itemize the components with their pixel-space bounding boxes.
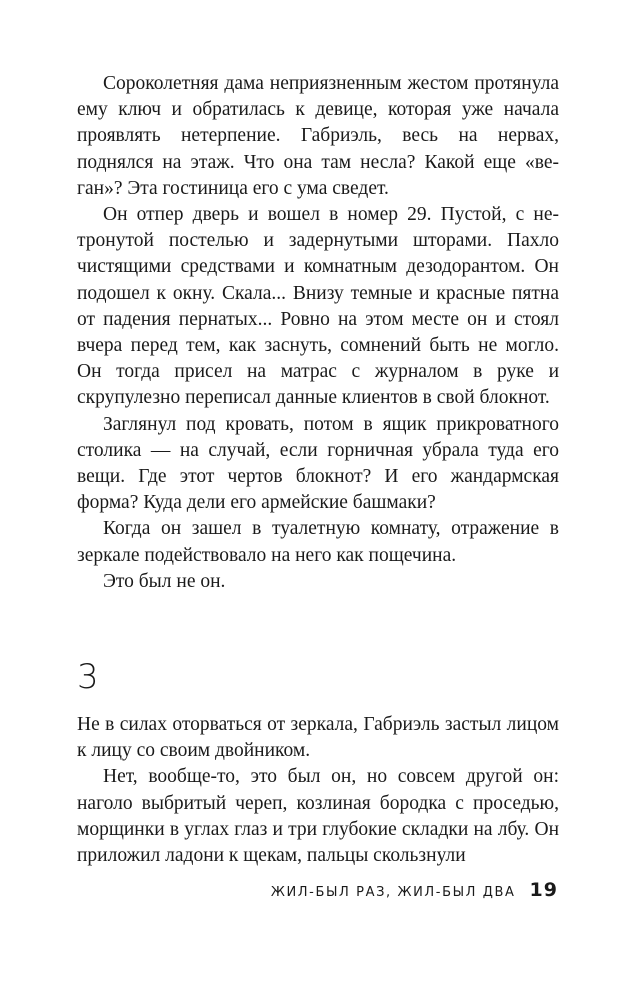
paragraph: Он отпер дверь и вошел в номер 29. Пустой, с нетронутой постелью и задернутыми шторами. Пахло чистящими средствами и комнатным дезодорантом. Он подошел к окну. Скала... Внизу темные и красные пятна от падения пернатых... Ровно на этом месте он и стоял вчера перед тем, как заснуть, сомнений быть не могло. Он тогда присел на матрас с журналом в руке и скрупулезно переписал данные клиентов в свой блокнот.: [77, 204, 559, 409]
running-title: ЖИЛ-БЫЛ РАЗ, ЖИЛ-БЫЛ ДВА: [270, 885, 516, 900]
text-block-bottom: [77, 712, 559, 869]
paragraph: Когда он зашел в туалетную комнату, отражение в зеркале подействовало на него как пощечина.: [77, 518, 559, 566]
paragraph: Нет, вообще-то, это был он, но совсем другой он: наголо выбритый череп, козлиная бородка с проседью, морщинки в углах глаз и три глубокие складки на лбу. Он приложил ладони к щекам, пальцы скользнули: [77, 766, 559, 867]
page-footer: [271, 879, 558, 901]
text-block-top: [77, 71, 559, 595]
paragraph: Не в силах оторваться от зеркала, Габриэль застыл лицом к лицу со своим двойником.: [77, 714, 559, 762]
paragraph: Сороколетняя дама неприязненным жестом протянула ему ключ и обратилась к девице, которая уже начала проявлять нетерпение. Габриэль, весь на нервах, поднялся на этаж. Что она там несла? Какой еще «веган»? Эта гостиница его с ума сведет.: [77, 73, 559, 199]
paragraph: Заглянул под кровать, потом в ящик прикроватного столика — на случай, если горничная убрала туда его вещи. Где этот чертов блокнот? И его жандармская форма? Куда дели его армейские башмаки?: [77, 413, 559, 514]
chapter-number: 3: [77, 657, 99, 697]
paragraph: Это был не он.: [103, 570, 226, 592]
page-number: 19: [529, 879, 558, 901]
